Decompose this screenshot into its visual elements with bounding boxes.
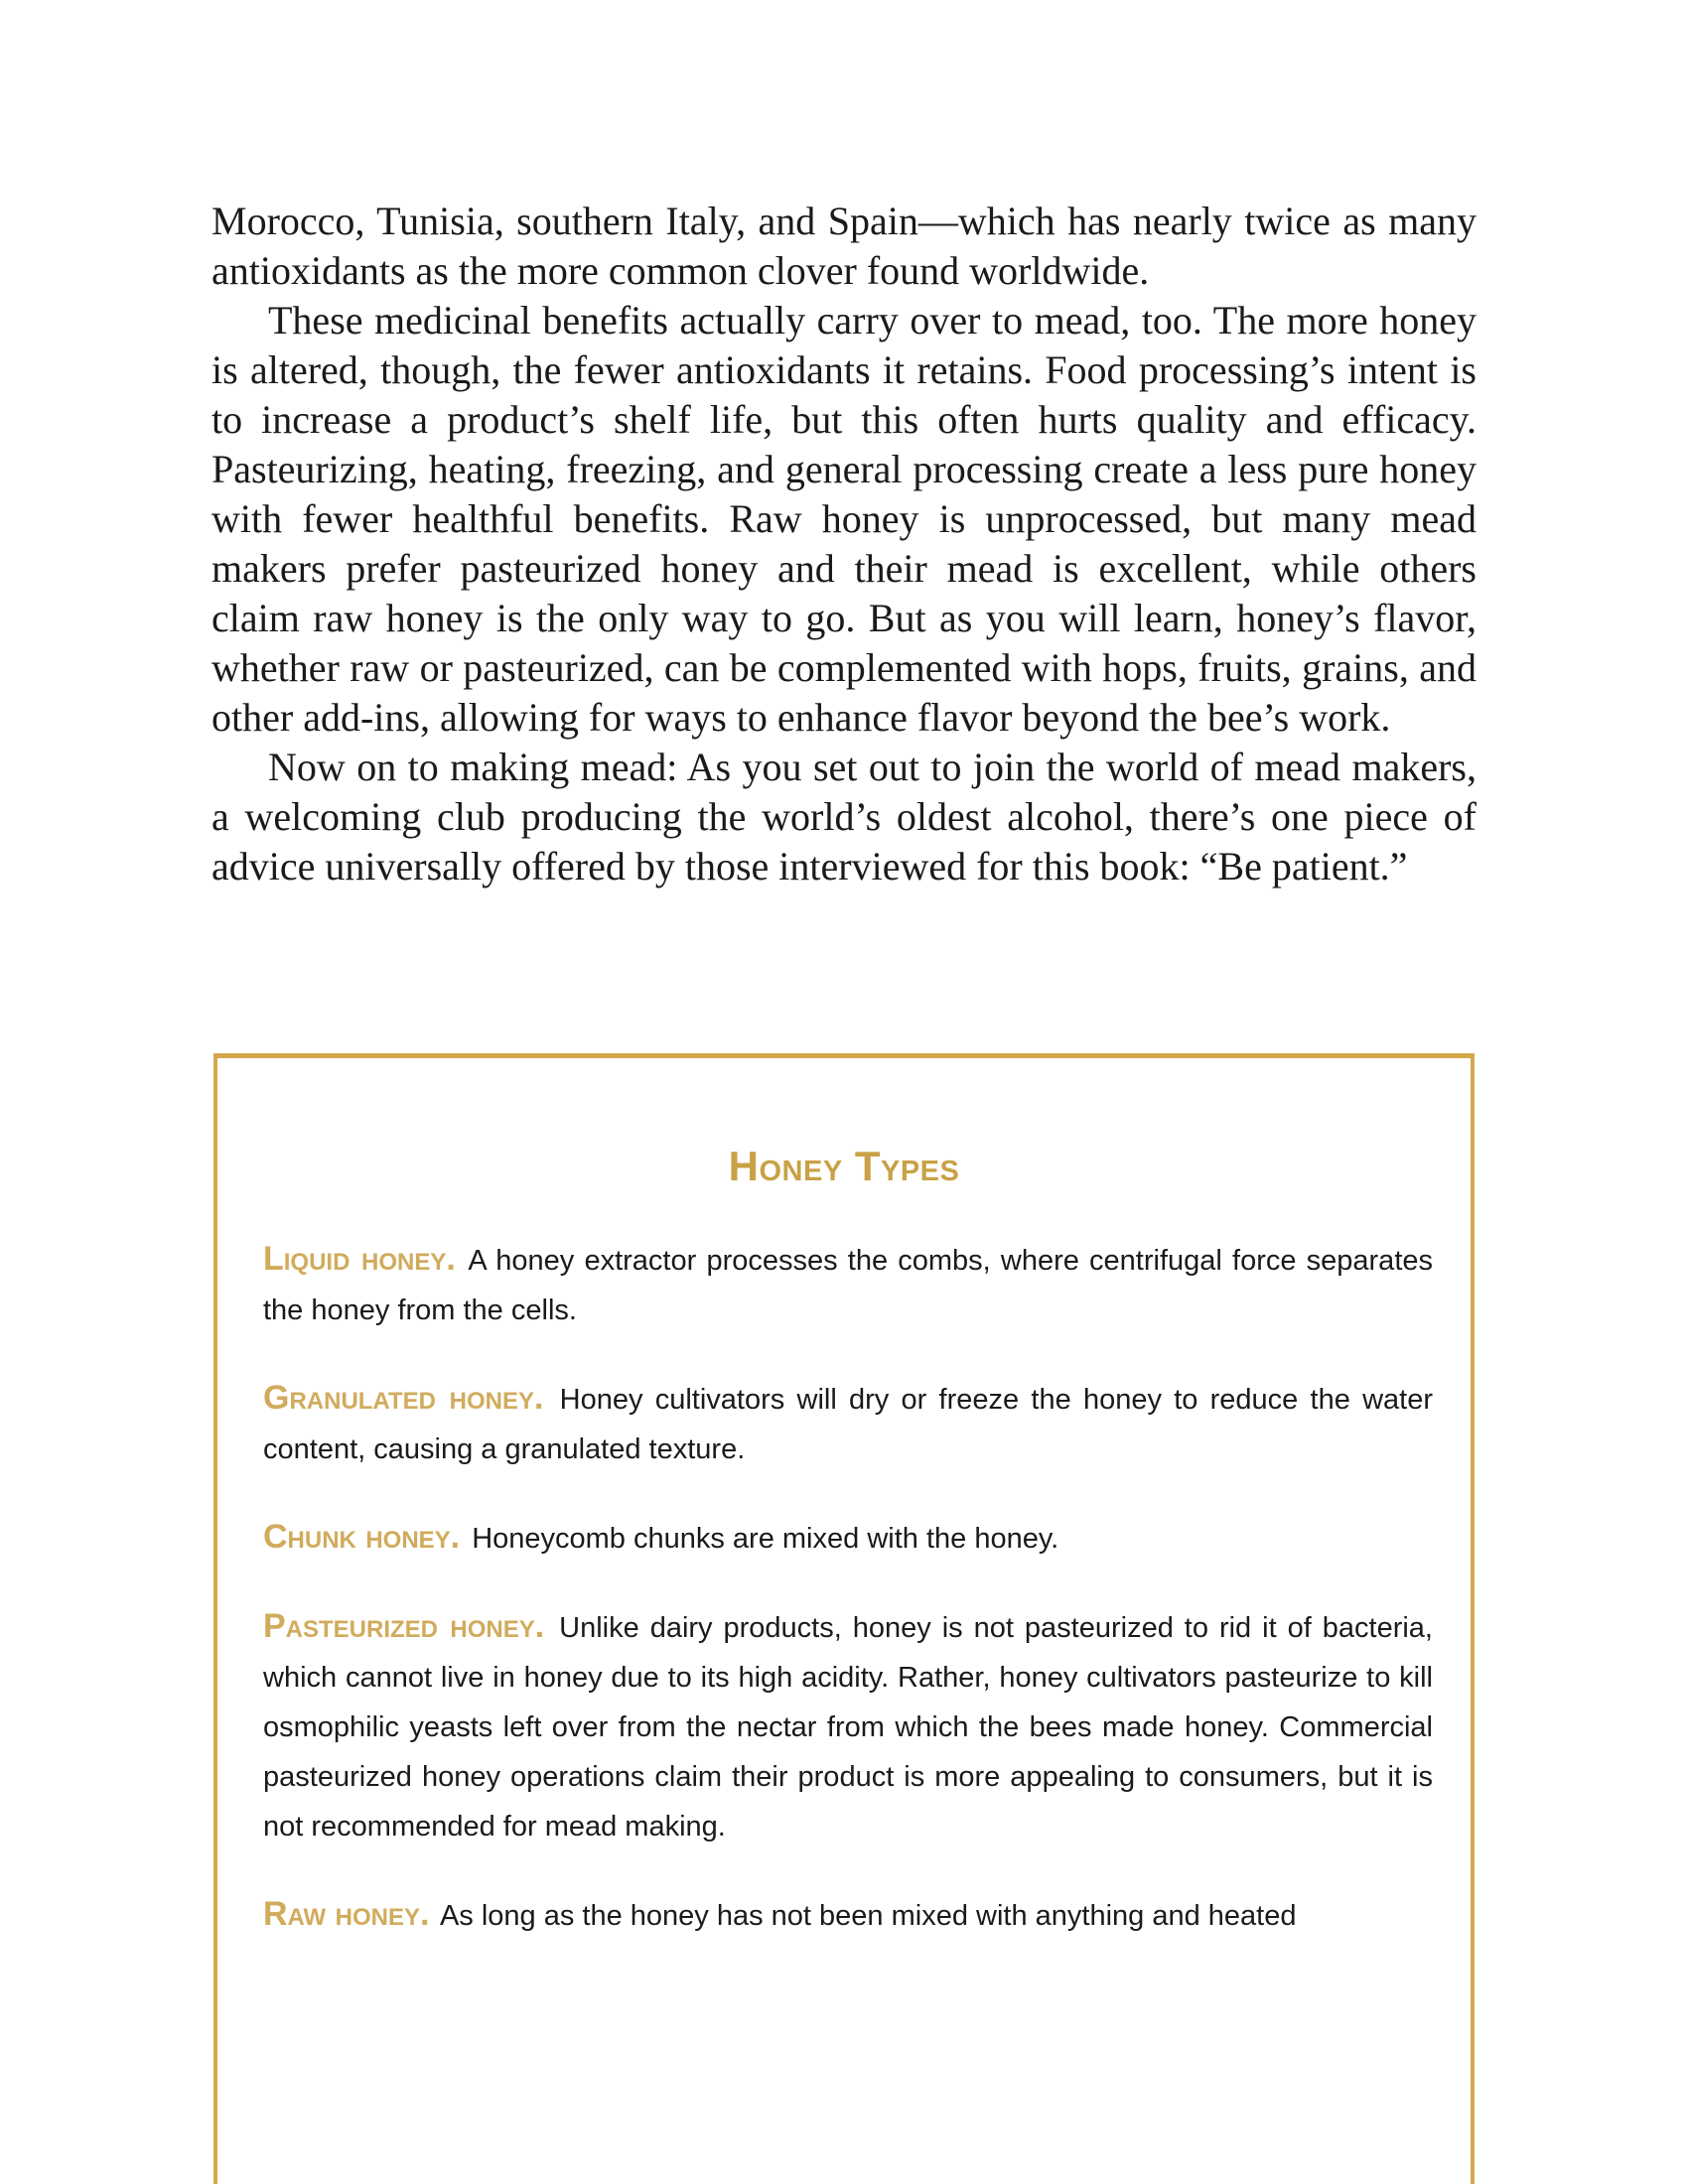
entry-text: Unlike dairy products, honey is not pasteurized to rid it of bacteria, which cannot live in honey due to its high acidity. Rather, honey cultivators pasteurize to kill osmophilic yeasts left over from the nectar from which the bees made honey. Commercial pasteurized honey operations claim their product is more appealing to consumers, but it is not recommended for mead making. — [263, 1612, 1433, 1843]
entry-text: As long as the honey has not been mixed with anything and heated — [439, 1900, 1297, 1932]
entry-term: Chunk honey. — [263, 1518, 461, 1556]
paragraph: Now on to making mead: As you set out to join the world of mead makers, a welcoming club producing the world’s oldest alcohol, there’s one piece of advice universally offered by those interviewed for this book: “Be patient.” — [211, 745, 1477, 888]
paragraph: These medicinal benefits actually carry over to mead, too. The more honey is altered, though, the fewer antioxidants it retains. Food processing’s intent is to increase a product’s shelf life, but this often hurts quality and efficacy. Pasteurizing, heating, freezing, and general processing create a less pure honey with fewer healthful benefits. Raw honey is unprocessed, but many mead makers prefer pasteurized honey and their mead is excellent, while others claim raw honey is the only way to go. But as you will learn, honey’s flavor, whether raw or pasteurized, can be complemented with hops, fruits, grains, and other add-ins, allowing for ways to enhance flavor beyond the bee’s work. — [211, 298, 1477, 740]
list-item — [263, 1512, 1433, 1564]
list-item — [263, 1601, 1433, 1851]
list-item — [263, 1373, 1433, 1474]
entry-term: Granulated honey. — [263, 1379, 544, 1417]
entry-term: Pasteurized honey. — [263, 1607, 545, 1645]
entry-text: A honey extractor processes the combs, where centrifugal force separates the honey from the cells. — [263, 1245, 1433, 1326]
honey-types-list — [263, 1234, 1433, 1979]
honey-types-sidebar — [213, 1053, 1475, 2184]
entry-text: Honey cultivators will dry or freeze the honey to reduce the water content, causing a granulated texture. — [263, 1384, 1433, 1465]
paragraph: Morocco, Tunisia, southern Italy, and Spain—which has nearly twice as many antioxidants as the more common clover found worldwide. — [211, 199, 1477, 293]
entry-text: Honeycomb chunks are mixed with the honey. — [472, 1523, 1059, 1555]
entry-term: Liquid honey. — [263, 1240, 456, 1278]
sidebar-title: Honey Types — [728, 1143, 960, 1189]
list-item — [263, 1234, 1433, 1335]
entry-term: Raw honey. — [263, 1895, 430, 1933]
list-item — [263, 1889, 1433, 1941]
body-text — [211, 197, 1477, 891]
